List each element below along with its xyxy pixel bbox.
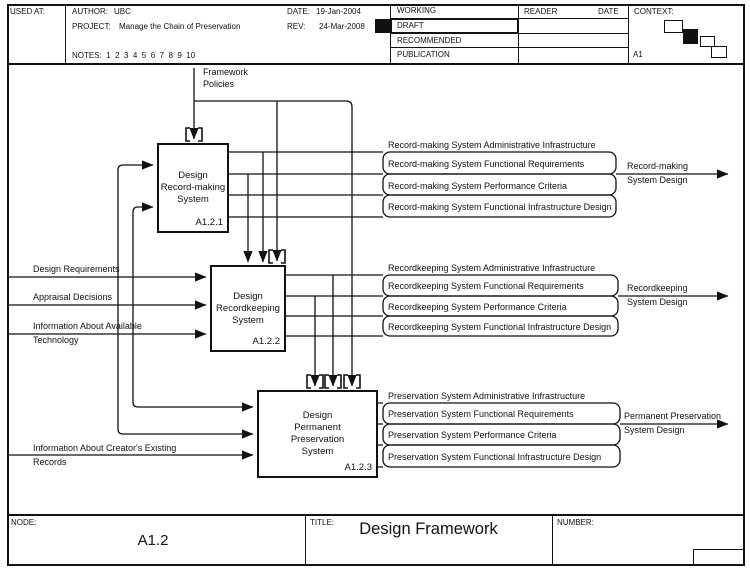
date-value: 19-Jan-2004 — [316, 7, 361, 16]
box-code: A1.2.2 — [252, 336, 280, 347]
box-name: Design Record-making System — [160, 170, 226, 205]
header-separator — [7, 63, 745, 65]
box-code: A1.2.1 — [195, 217, 223, 228]
control-label-framework-policies: Framework Policies — [203, 67, 249, 89]
rev-value: 24-Mar-2008 — [319, 22, 365, 31]
input-label-design-requirements: Design Requirements — [33, 264, 120, 274]
project-value: Manage the Chain of Preservation — [119, 22, 241, 31]
notes-label: NOTES: 1 2 3 4 5 6 7 8 9 10 — [72, 51, 196, 60]
input-label-creators-records: Information About Creator's Existing Records — [33, 443, 177, 467]
reader-date-label: DATE — [598, 7, 619, 16]
status-recommended: RECOMMENDED — [397, 36, 462, 45]
footer-separator — [7, 514, 745, 516]
input-label-appraisal-decisions: Appraisal Decisions — [33, 292, 113, 302]
output-row-label: Preservation System Administrative Infrastructure — [388, 391, 586, 401]
output-row-label: Record-making System Functional Requirements — [388, 159, 585, 169]
draft-marker-square — [375, 19, 390, 33]
output-row-label: Preservation System Performance Criteria — [388, 430, 557, 440]
context-square — [711, 46, 727, 58]
output-row-label: Preservation System Functional Requirements — [388, 409, 574, 419]
context-square — [664, 20, 683, 33]
author-label: AUTHOR: — [72, 7, 108, 16]
project-label: PROJECT: — [72, 22, 111, 31]
context-label: CONTEXT: — [634, 7, 674, 16]
author-value: UBC — [114, 7, 131, 16]
output-row-label: Recordkeeping System Administrative Infrastructure — [388, 263, 596, 273]
idef0-box-a1-2-1 — [157, 143, 229, 233]
output-row-label: Recordkeeping System Functional Infrastructure Design — [388, 322, 612, 332]
header-divider — [628, 4, 629, 64]
context-square-current — [683, 29, 698, 44]
header-divider — [390, 4, 391, 64]
output-row-label: Recordkeeping System Performance Criteria — [388, 302, 567, 312]
idef0-box-a1-2-3 — [257, 390, 378, 478]
output-row-label: Recordkeeping System Functional Requirements — [388, 281, 584, 291]
rev-label: REV: — [287, 22, 306, 31]
node-label: NODE: — [11, 518, 37, 527]
header-divider — [518, 4, 519, 64]
box-code: A1.2.3 — [344, 462, 372, 473]
status-row-line — [390, 47, 628, 48]
output-row-label: Record-making System Functional Infrastructure Design — [388, 202, 612, 212]
title-label: TITLE: — [310, 518, 335, 527]
box-name: Design Permanent Preservation System — [290, 410, 345, 457]
idef0-box-a1-2-2 — [210, 265, 286, 352]
status-draft: DRAFT — [397, 21, 424, 30]
status-working: WORKING — [397, 6, 437, 15]
output-result-permanent-preservation: Permanent Preservation System Design — [624, 411, 722, 435]
number-label: NUMBER: — [557, 518, 594, 527]
output-row-label: Record-making System Performance Criteria — [388, 181, 568, 191]
input-label-available-technology: Information About Available Technology — [33, 321, 142, 345]
header-divider — [65, 4, 66, 64]
output-result-record-making: Record-making System Design — [627, 161, 689, 185]
title-value: Design Framework — [359, 520, 498, 538]
number-corner-box — [693, 549, 744, 565]
date-label: DATE: — [287, 7, 310, 16]
node-value: A1.2 — [137, 532, 169, 549]
reader-label: READER — [524, 7, 558, 16]
output-result-recordkeeping: Recordkeeping System Design — [627, 283, 688, 307]
box-name: Design Recordkeeping System — [216, 290, 280, 326]
used-at-label: USED AT: — [10, 7, 45, 16]
footer-divider — [552, 515, 553, 566]
status-publication: PUBLICATION — [397, 50, 450, 59]
output-row-label: Preservation System Functional Infrastructure Design — [388, 452, 602, 462]
output-row-label: Record-making System Administrative Infrastructure — [388, 140, 596, 150]
context-node-id: A1 — [633, 50, 643, 59]
